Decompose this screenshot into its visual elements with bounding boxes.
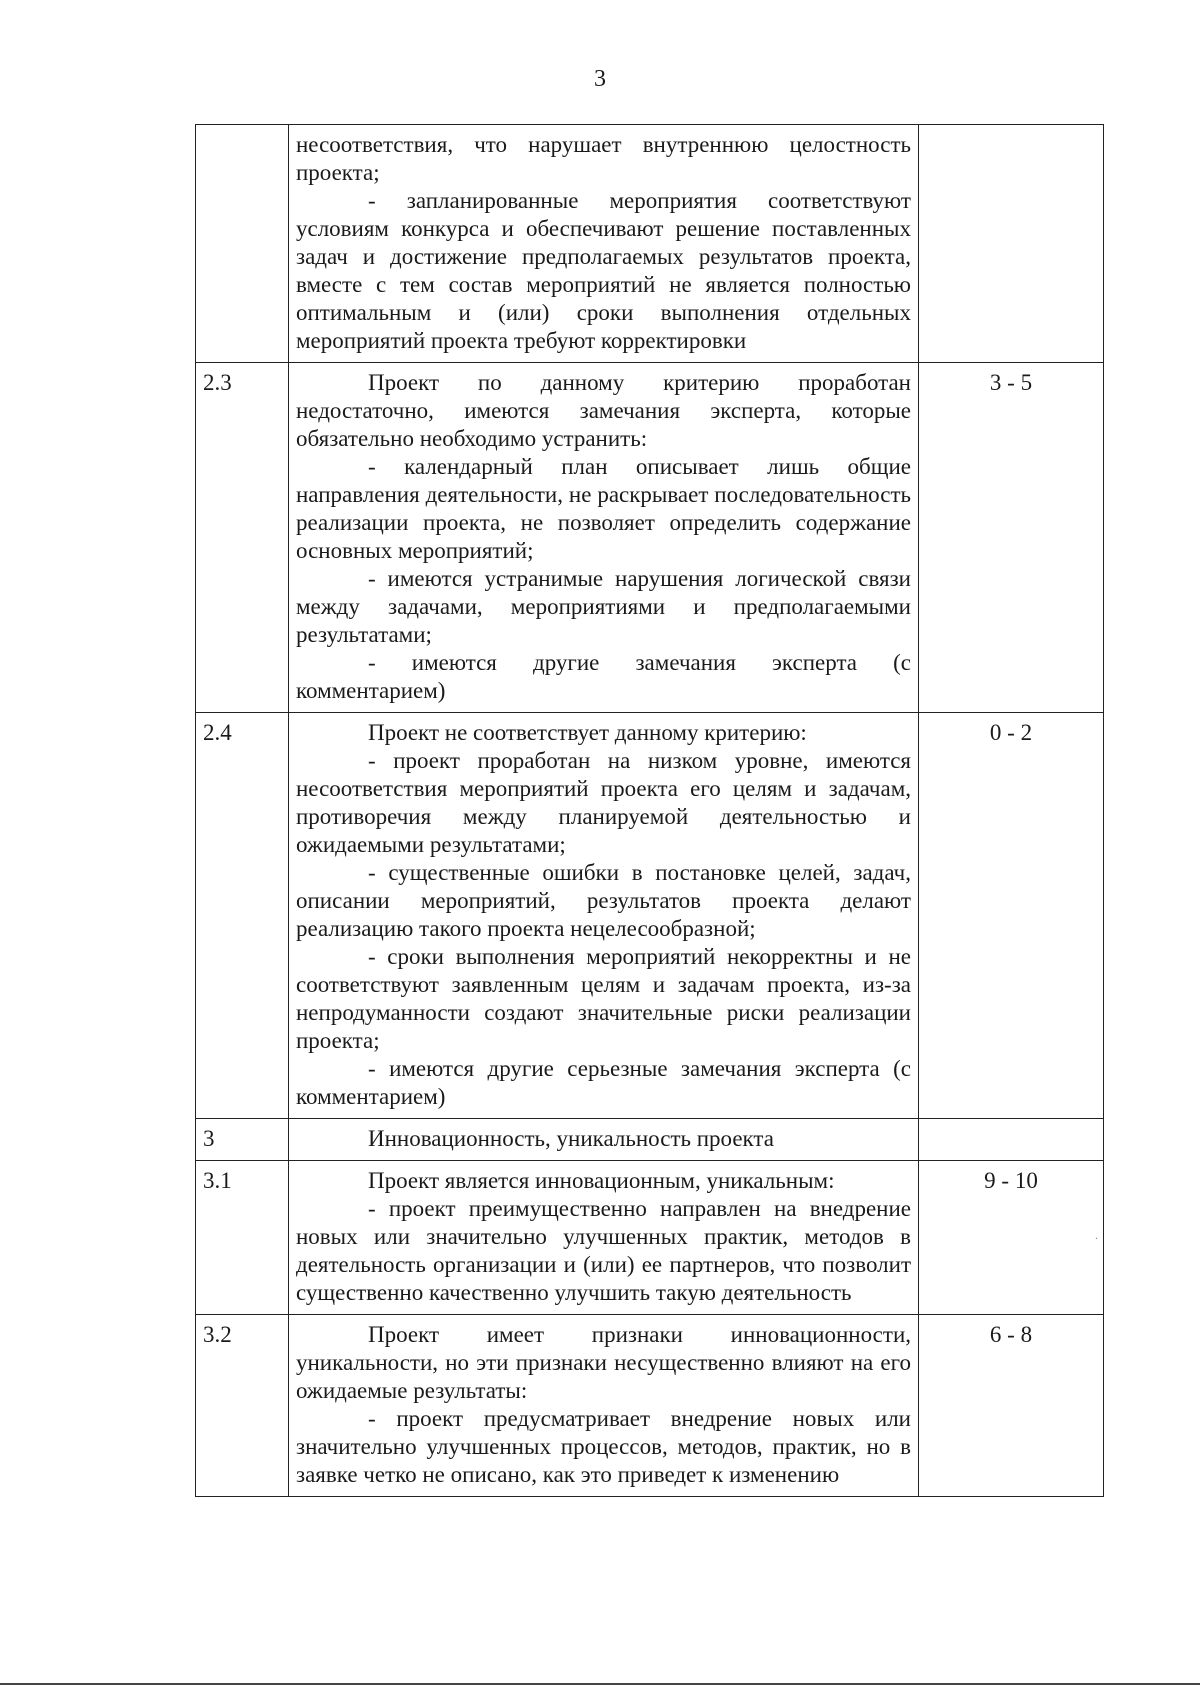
criteria-description-cell [289, 713, 919, 1119]
criteria-paragraph: Проект не соответствует данному критерию: [368, 720, 807, 745]
page-number: 3 [594, 66, 606, 92]
criteria-paragraph: Проект имеет признаки инновационности, уникальности, но эти признаки несущественно влияют на его ожидаемые результаты: [296, 1322, 911, 1403]
criteria-table [195, 124, 1104, 1497]
criteria-paragraph: - календарный план описывает лишь общие направления деятельности, не раскрывает последовательность реализации проекта, не позволяет определить содержание основных мероприятий; [296, 454, 911, 563]
criteria-row [196, 363, 1104, 713]
criteria-number-cell [196, 125, 289, 363]
criteria-paragraph: - имеются другие замечания эксперта (с комментарием) [296, 650, 911, 703]
criteria-number-cell: 3.1 [196, 1161, 289, 1315]
criteria-paragraph: - имеются устранимые нарушения логической связи между задачами, мероприятиями и предполагаемыми результатами; [296, 566, 911, 647]
criteria-paragraph: - запланированные мероприятия соответствуют условиям конкурса и обеспечивают решение поставленных задач и достижение предполагаемых результатов проекта, вместе с тем состав мероприятий не является полностью оптимальным и (или) сроки выполнения отдельных мероприятий проекта требуют корректировки [296, 188, 911, 353]
criteria-row [196, 713, 1104, 1119]
criteria-number-cell: 3 [196, 1119, 289, 1161]
criteria-description-cell [289, 363, 919, 713]
criteria-paragraph: Инновационность, уникальность проекта [368, 1126, 774, 1151]
page-bottom-rule [0, 1683, 1200, 1685]
criteria-row [196, 1119, 1104, 1161]
criteria-paragraph: - проект преимущественно направлен на внедрение новых или значительно улучшенных практик, методов в деятельность организации и (или) ее партнеров, что позволит существенно качественно улучшить такую деятельность [296, 1196, 911, 1305]
criteria-paragraph: - сроки выполнения мероприятий некорректны и не соответствуют заявленным целям и задачам проекта, из-за непродуманности создают значительные риски реализации проекта; [296, 944, 911, 1053]
criteria-score-cell [919, 1119, 1104, 1161]
criteria-description-cell [289, 1119, 919, 1161]
scan-mark: . [1095, 1228, 1098, 1242]
criteria-paragraph: Проект по данному критерию проработан недостаточно, имеются замечания эксперта, которые обязательно необходимо устранить: [296, 370, 911, 451]
criteria-description-cell [289, 1315, 919, 1497]
criteria-score-cell: 3 - 5 [919, 363, 1104, 713]
criteria-paragraph: - имеются другие серьезные замечания эксперта (с комментарием) [296, 1056, 911, 1109]
criteria-number-cell: 2.4 [196, 713, 289, 1119]
criteria-score-cell: 6 - 8 [919, 1315, 1104, 1497]
criteria-row [196, 125, 1104, 363]
criteria-paragraph: несоответствия, что нарушает внутреннюю целостность проекта; [296, 132, 911, 185]
criteria-number-cell: 3.2 [196, 1315, 289, 1497]
criteria-description-cell [289, 1161, 919, 1315]
criteria-paragraph: - проект предусматривает внедрение новых или значительно улучшенных процессов, методов, практик, но в заявке четко не описано, как это приведет к изменению [296, 1406, 911, 1487]
criteria-table-body [196, 125, 1104, 1497]
criteria-score-cell: 9 - 10 [919, 1161, 1104, 1315]
criteria-score-cell [919, 125, 1104, 363]
criteria-description-cell [289, 125, 919, 363]
criteria-row [196, 1161, 1104, 1315]
criteria-score-cell: 0 - 2 [919, 713, 1104, 1119]
criteria-number-cell: 2.3 [196, 363, 289, 713]
criteria-paragraph: - существенные ошибки в постановке целей, задач, описании мероприятий, результатов проекта делают реализацию такого проекта нецелесообразной; [296, 860, 911, 941]
criteria-paragraph: Проект является инновационным, уникальным: [368, 1168, 835, 1193]
criteria-paragraph: - проект проработан на низком уровне, имеются несоответствия мероприятий проекта его целям и задачам, противоречия между планируемой деятельностью и ожидаемыми результатами; [296, 748, 911, 857]
criteria-row [196, 1315, 1104, 1497]
